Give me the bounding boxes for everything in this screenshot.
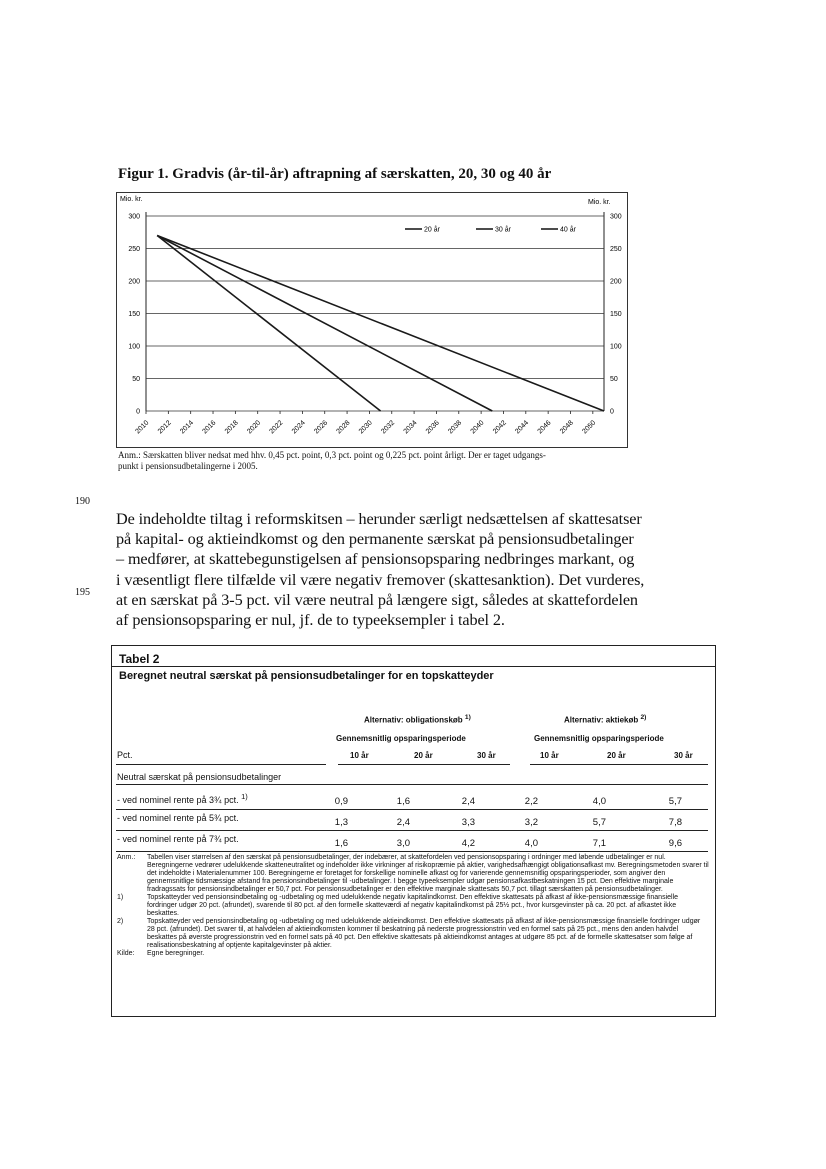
x-tick-label: 2022 [268, 419, 285, 436]
body-line: at en særskat på 3-5 pct. vil være neutral på længere sigt, således at skattefordelen [116, 590, 638, 609]
table-cell: 4,0 [524, 838, 538, 849]
column-header: 10 år [540, 751, 559, 760]
x-tick-label: 2018 [223, 419, 240, 436]
table-cell: 1,6 [334, 838, 348, 849]
table-subtitle: Beregnet neutral særskat på pensionsudbetalinger for en topskatteyder [119, 670, 494, 682]
body-paragraph [116, 509, 645, 630]
period-header-2: Gennemsnitlig opsparingsperiode [534, 734, 664, 743]
table-notes [117, 854, 709, 958]
note [117, 950, 709, 958]
x-tick-label: 2032 [380, 419, 397, 436]
row-label [117, 813, 239, 823]
divider [530, 764, 708, 765]
divider [116, 830, 708, 831]
note-text: Tabellen viser størrelsen af den særskat på pensionsudbetalinger, der indebærer, at skattefordelen ved pensionsopsparing i ordninger med løbende udbetalinger er nul. Beregningerne vedrører udelukkende skatteneutralitet og indeholder ikke virkninger af risikopræmie på aktier, varighedsafhængigt obligationsafkast mv. Beregningsmetoden svarer til det indeholdte i Materialenummer 100. Beregningerne er foretaget for forskellige nominelle afkast og for varierende gennemsnitlig opsparingsperioder, som angiver den gennemsnitlige tidsmæssige afstand fra pensionsindbetalinger til -udbetalinger. I begge typeeksempler udgør pensionsafkastbeskatningen 15 pct. Den effektive marginale fradragssats for pensionsindbetalinger er 50,7 pct. For pensionsudbetalinger er den effektive marginale skattesats 50,7 pct. tillagt særskatten på pensionsudbetalinger. [147, 854, 709, 893]
figure-title: Figur 1. Gradvis (år-til-år) aftrapning af særskatten, 20, 30 og 40 år [118, 166, 552, 182]
footnote-ref: 2) [640, 714, 647, 721]
group-header-text: Alternativ: aktiekøb [564, 715, 639, 725]
legend-label: 40 år [560, 226, 576, 234]
body-line: på kapital- og aktieindkomst og den permanente særskat på pensionsudbetalinger [116, 530, 634, 549]
table-cell: 3,0 [396, 838, 410, 849]
line-number-190: 190 [75, 496, 90, 507]
legend-label: 20 år [424, 226, 440, 234]
legend-label: 30 år [495, 226, 511, 234]
chart-legend [405, 226, 577, 234]
note [117, 854, 709, 894]
figure-note-line-1: Anm.: Særskatten bliver nedsat med hhv. 0,45 pct. point, 0,3 pct. point og 0,225 pct. point årligt. Der er taget udgangs- [118, 450, 546, 460]
line-chart [116, 192, 628, 448]
group-header-obligation [364, 714, 471, 725]
group-header-aktie [564, 714, 646, 725]
table-cell: 3,3 [461, 817, 475, 828]
table-cell: 4,2 [461, 838, 475, 849]
chart-grid [146, 216, 604, 411]
column-header: 20 år [414, 751, 433, 760]
x-tick-label: 2010 [134, 419, 151, 436]
row-label [117, 792, 248, 805]
footnote-ref: 1) [464, 714, 471, 721]
y-tick-label-right: 250 [610, 246, 622, 253]
table-cell: 7,8 [668, 817, 682, 828]
column-header: 10 år [350, 751, 369, 760]
x-tick-label: 2050 [581, 419, 598, 436]
footnote-ref: 1) [241, 792, 248, 801]
note-text: Topskatteyder ved pensionsindbetaling og -udbetaling og med udelukkende negativ kapitalindkomst. Den effektive skattesats på afkast af ikke-pensionsmæssige finansielle fordringer udgør 20 pct. (afrundet), svarende til 80 pct. af den formelle skatteværdi af negativ kapitalindkomst på 25½ pct., hvor kursgevinster på ca. 20 pct. af afkastet ikke beskattes. [147, 894, 679, 917]
y-tick-label-right: 200 [610, 278, 622, 286]
x-tick-label: 2046 [536, 419, 553, 436]
table-cell: 1,6 [396, 796, 410, 807]
x-tick-label: 2020 [246, 419, 263, 436]
divider [116, 851, 708, 852]
table-cell: 0,9 [334, 796, 348, 807]
row-label-text: - ved nominel rente på 3¾ pct. [117, 795, 239, 805]
series-line [157, 236, 604, 412]
note-text: Topskatteyder ved pensionsindbetaling og -udbetaling og med udelukkende aktieindkomst. Den effektive skattesats på afkast af ikke-pensionsmæssige finansielle fordringer udgør 28 pct. (afrundet). Det svarer til, at halvdelen af aktieindkomsten kommer til beskatning på nederste progressionstrin ved en formel sats på 25 pct., mens den anden halvdel beskattes på øverste progressionstrin ved en formel sats på 40 pct. Den effektive skattesats på aktieindkomst antages at udgøre 85 pct. af de formelle skattesatser som følge af realisationsbeskatning af optjente kapitalgevinster på aktier. [147, 918, 701, 949]
note-key: 1) [117, 894, 124, 901]
table-cell: 2,4 [396, 817, 410, 828]
y-tick-label-right: 0 [610, 408, 614, 416]
table-title: Tabel 2 [119, 652, 160, 666]
table-cell: 4,0 [592, 796, 606, 807]
note [117, 918, 709, 950]
x-tick-label: 2024 [290, 419, 307, 436]
chart-series-lines [157, 236, 604, 412]
y-tick-label-left: 200 [128, 278, 140, 286]
y-tick-label-left: 0 [136, 408, 140, 416]
row-label-text: - ved nominel rente på 5¾ pct. [117, 813, 239, 823]
x-tick-label: 2012 [156, 419, 173, 436]
x-tick-label: 2016 [201, 419, 218, 436]
figure-note [118, 450, 633, 472]
table-cell: 9,6 [668, 838, 682, 849]
y-tick-label-left: 150 [128, 311, 140, 318]
x-tick-label: 2048 [558, 419, 575, 436]
column-header: 30 år [477, 751, 496, 760]
x-tick-label: 2034 [402, 419, 419, 436]
table-cell: 5,7 [668, 796, 682, 807]
period-header-1: Gennemsnitlig opsparingsperiode [336, 734, 466, 743]
table-2-box [111, 645, 716, 1017]
chart-ticks [128, 214, 621, 436]
row-label [117, 834, 239, 844]
y-tick-label-left: 100 [128, 343, 140, 351]
x-tick-label: 2044 [514, 419, 531, 436]
group-header-text: Alternativ: obligationskøb [364, 715, 463, 725]
divider [116, 784, 708, 785]
table-cell: 2,2 [524, 796, 538, 807]
y-tick-label-left: 250 [128, 246, 140, 253]
body-line: af pensionsopsparing er nul, jf. de to typeeksempler i tabel 2. [116, 611, 505, 630]
row-label-text: - ved nominel rente på 7¾ pct. [117, 834, 239, 844]
column-header: 20 år [607, 751, 626, 760]
x-tick-label: 2040 [469, 419, 486, 436]
divider [116, 809, 708, 810]
y-tick-label-left: 300 [128, 213, 140, 221]
divider [338, 764, 510, 765]
x-tick-label: 2028 [335, 419, 352, 436]
table-cell: 1,3 [334, 817, 348, 828]
line-number-195: 195 [75, 587, 90, 598]
y-axis-title-right: Mio. kr. [588, 199, 611, 206]
note-key: Anm.: [117, 854, 136, 861]
body-line: – medfører, at skattebegunstigelsen af pensionsopsparing nedbringes markant, og [116, 550, 635, 569]
figure-note-line-2: punkt i pensionsudbetalingerne i 2005. [118, 461, 258, 471]
x-tick-label: 2038 [447, 419, 464, 436]
body-line: De indeholdte tiltag i reformskitsen – herunder særligt nedsættelsen af skattesatser [116, 510, 642, 528]
y-tick-label-right: 150 [610, 311, 622, 318]
x-tick-label: 2014 [179, 419, 196, 436]
y-tick-label-right: 300 [610, 213, 622, 221]
y-tick-label-right: 50 [610, 376, 618, 383]
divider [112, 666, 715, 667]
section-label: Neutral særskat på pensionsudbetalinger [117, 772, 282, 782]
note [117, 894, 709, 918]
y-tick-label-left: 50 [132, 376, 140, 383]
column-header: 30 år [674, 751, 693, 760]
series-line [157, 236, 492, 412]
note-text: Egne beregninger. [147, 950, 205, 957]
x-tick-label: 2042 [491, 419, 508, 436]
table-cell: 2,4 [461, 796, 475, 807]
note-key: Kilde: [117, 950, 135, 957]
table-cell: 7,1 [592, 838, 606, 849]
y-axis-title-left: Mio. kr. [120, 196, 143, 203]
note-key: 2) [117, 918, 124, 925]
y-tick-label-right: 100 [610, 343, 622, 351]
series-line [157, 236, 380, 412]
column-header-pct: Pct. [117, 750, 133, 760]
x-tick-label: 2026 [313, 419, 330, 436]
table-cell: 3,2 [524, 817, 538, 828]
x-tick-label: 2036 [424, 419, 441, 436]
body-line: i væsentligt flere tilfælde vil være negativ fremover (skattesanktion). Det vurderes, [116, 570, 645, 589]
x-tick-label: 2030 [357, 419, 374, 436]
divider [116, 764, 326, 765]
table-cell: 5,7 [592, 817, 606, 828]
